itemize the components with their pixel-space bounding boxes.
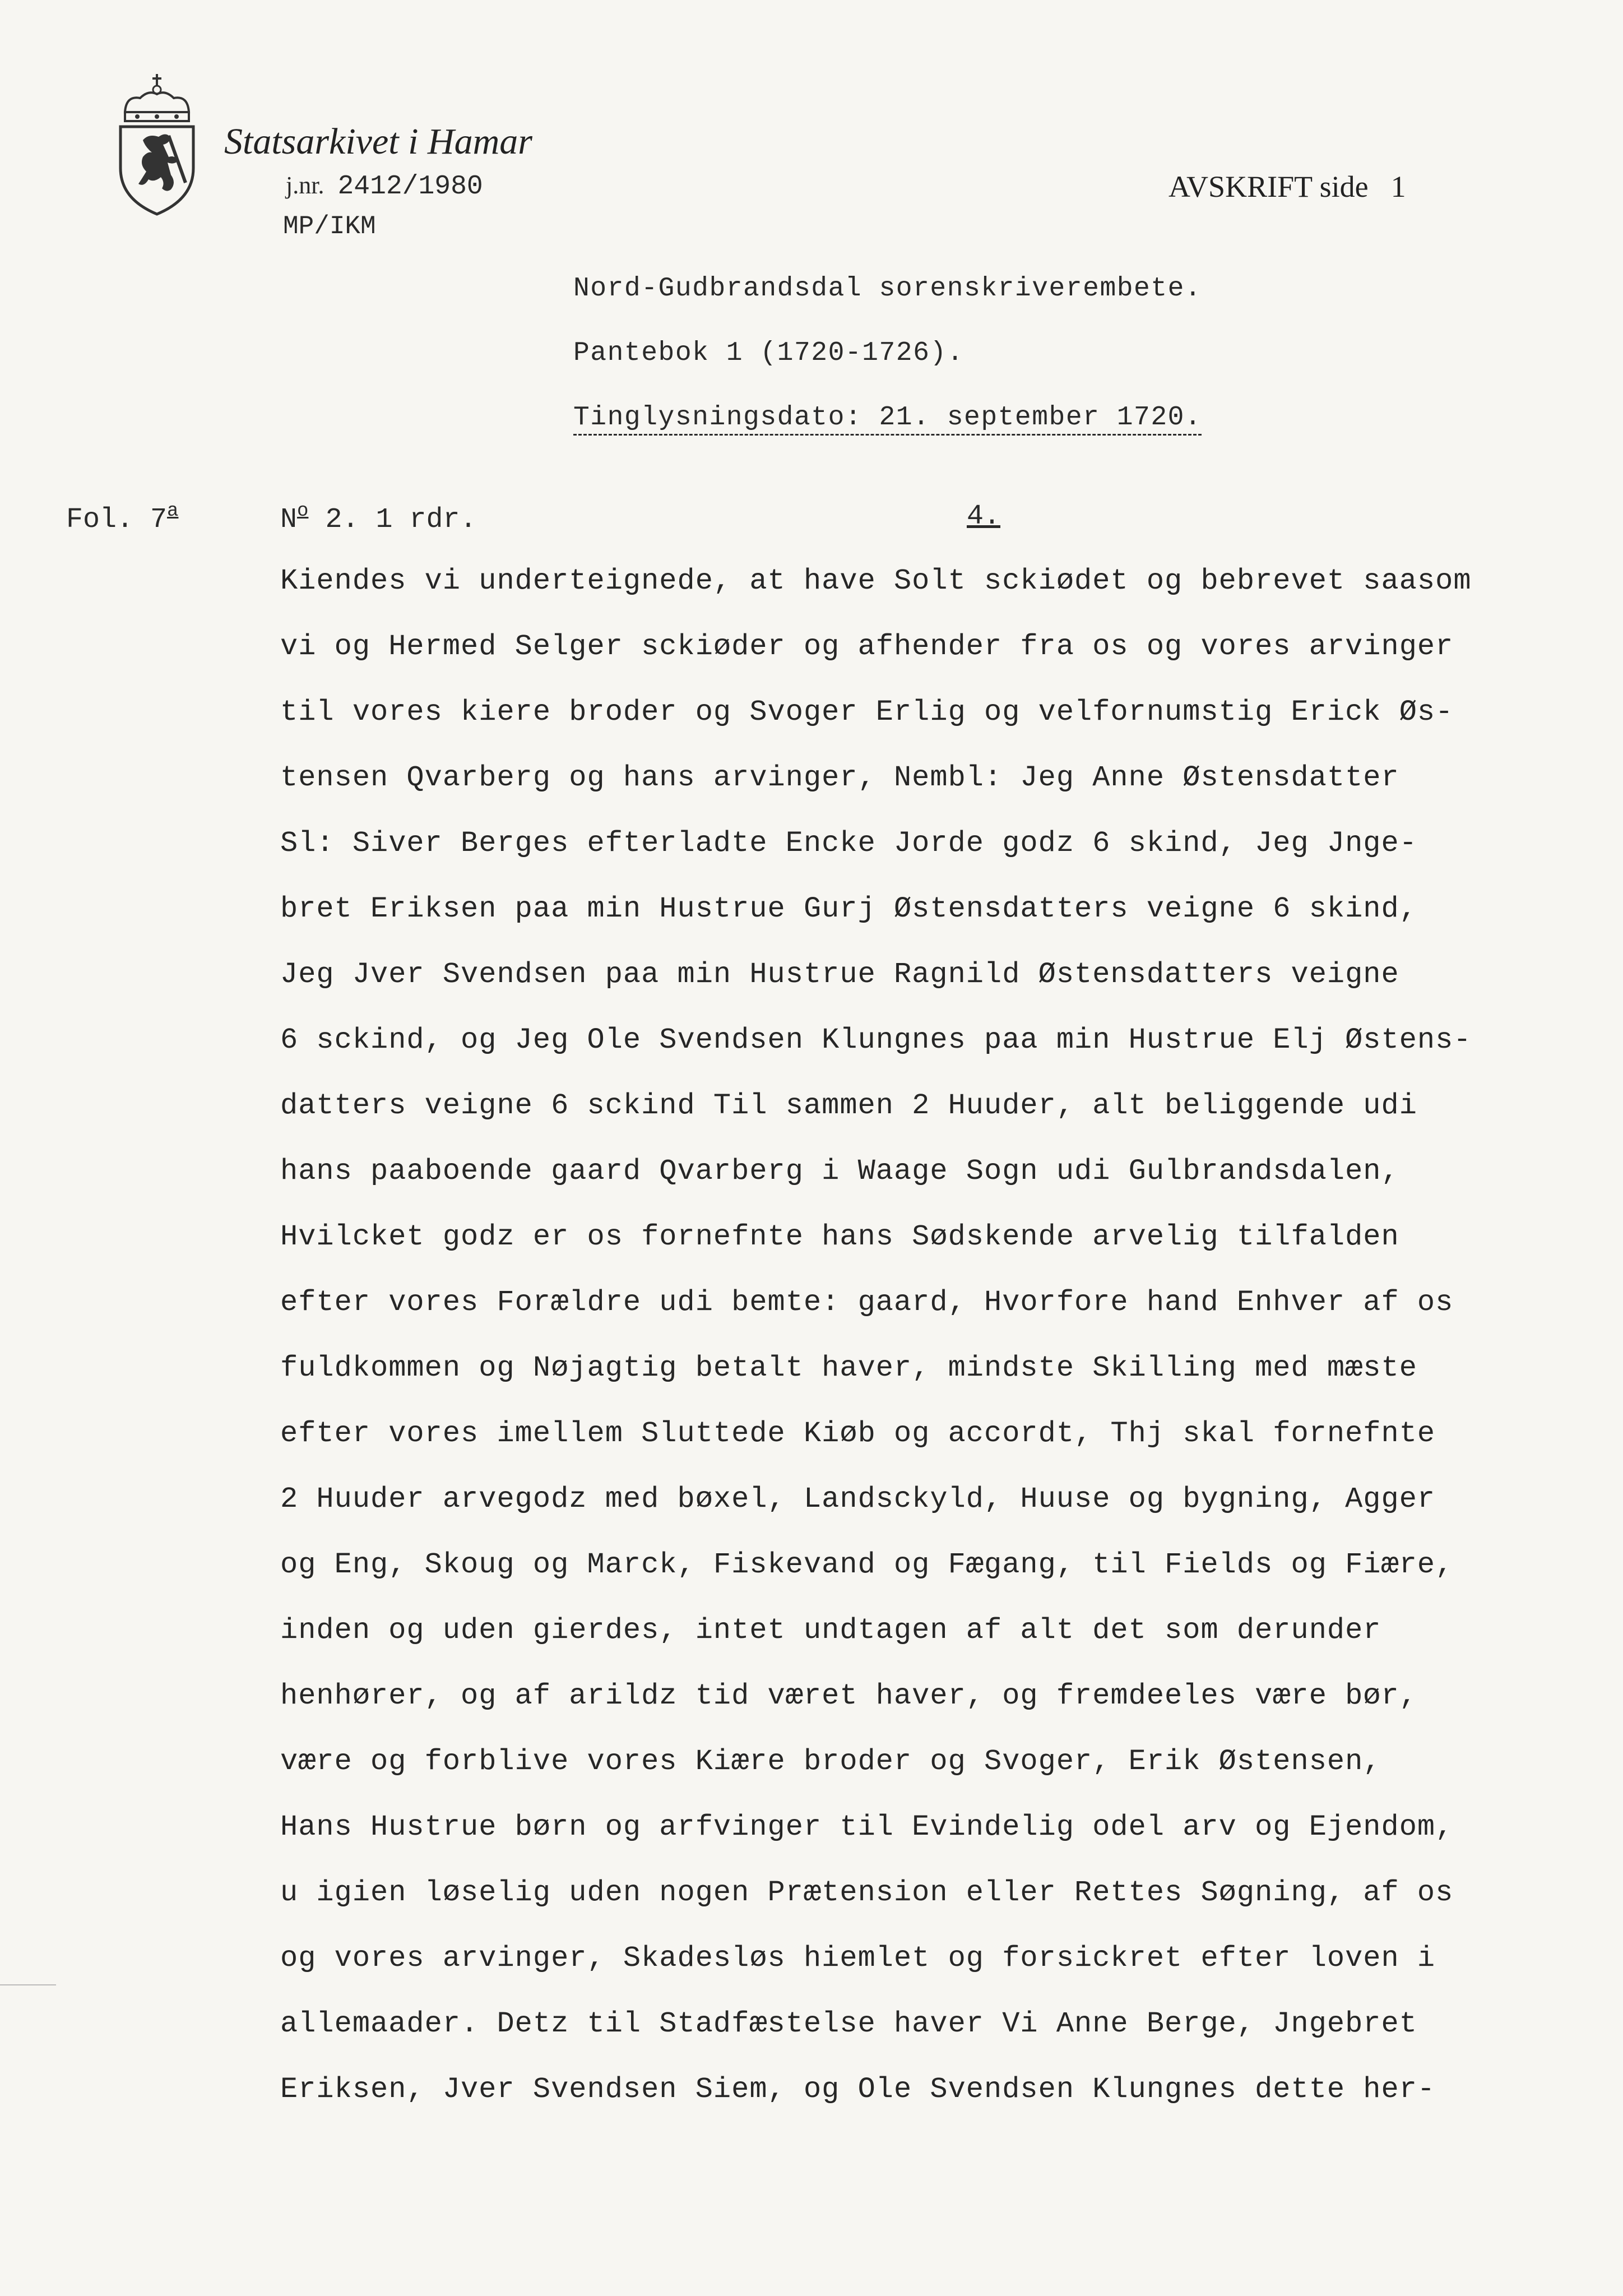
- text-line: tensen Qvarberg og hans arvinger, Nembl: Jeg Anne Østensdatter: [280, 761, 1399, 794]
- text-line: Jeg Jver Svendsen paa min Hustrue Ragnild Østensdatters veigne: [280, 958, 1399, 991]
- book-heading: Pantebok 1 (1720-1726).: [573, 338, 964, 368]
- folio-label: Fol. 7: [66, 504, 168, 536]
- text-line: henhører, og af arildz tid været haver, og fremdeeles være bør,: [280, 1679, 1417, 1712]
- text-line: u igien løselig uden nogen Prætension eller Rettes Søgning, af os: [280, 1876, 1454, 1909]
- text-line: bret Eriksen paa min Hustrue Gurj Østensdatters veigne 6 skind,: [280, 892, 1417, 925]
- folio-superscript: a: [167, 501, 179, 522]
- journal-number-value: 2412/1980: [337, 172, 483, 202]
- copy-page-label: [1168, 169, 1406, 204]
- clerk-initials: MP/IKM: [283, 212, 376, 241]
- text-line: efter vores Forældre udi bemte: gaard, Hvorfore hand Enhver af os: [280, 1286, 1454, 1319]
- document-number-value: 4.: [967, 501, 1001, 533]
- text-line: Hans Hustrue børn og arfvinger til Evindelig odel arv og Ejendom,: [280, 1811, 1454, 1844]
- text-line: til vores kiere broder og Svoger Erlig og velfornumstig Erick Øs-: [280, 696, 1454, 729]
- text-line: fuldkommen og Nøjagtig betalt haver, mindste Skilling med mæste: [280, 1351, 1417, 1385]
- office-heading: Nord-Gudbrandsdal sorenskriverembete.: [573, 274, 1202, 304]
- text-line: 2 Huuder arvegodz med bøxel, Landsckyld, Huuse og bygning, Agger: [280, 1483, 1436, 1516]
- text-line: efter vores imellem Sluttede Kiøb og accordt, Thj skal fornefnte: [280, 1417, 1436, 1450]
- text-line: Sl: Siver Berges efterladte Encke Jorde godz 6 skind, Jeg Jnge-: [280, 827, 1417, 860]
- journal-number-label: j.nr.: [286, 172, 324, 199]
- copy-label: AVSKRIFT side: [1168, 170, 1369, 203]
- entry-number: [280, 501, 476, 536]
- coat-of-arms-icon: [115, 73, 199, 216]
- text-line: vi og Hermed Selger sckiøder og afhender fra os og vores arvinger: [280, 630, 1454, 663]
- text-line: allemaader. Detz til Stadfæstelse haver Vi Anne Berge, Jngebret: [280, 2007, 1417, 2040]
- margin-mark: [0, 1984, 56, 1985]
- text-line: datters veigne 6 sckind Til sammen 2 Huuder, alt beliggende udi: [280, 1089, 1417, 1122]
- text-line: hans paaboende gaard Qvarberg i Waage Sogn udi Gulbrandsdalen,: [280, 1155, 1399, 1188]
- text-line: inden og uden gierdes, intet undtagen af alt det som derunder: [280, 1614, 1381, 1647]
- text-line: og Eng, Skoug og Marck, Fiskevand og Fægang, til Fields og Fiære,: [280, 1548, 1454, 1581]
- text-line: 6 sckind, og Jeg Ole Svendsen Klungnes paa min Hustrue Elj Østens-: [280, 1024, 1472, 1057]
- journal-number: [286, 171, 483, 202]
- text-line: Kiendes vi underteignede, at have Solt sckiødet og bebrevet saasom: [280, 564, 1472, 598]
- number-value: 2. 1 rdr.: [325, 504, 477, 536]
- archive-name: Statsarkivet i Hamar: [224, 121, 532, 162]
- number-superscript: o: [297, 501, 309, 522]
- text-line: og vores arvinger, Skadesløs hiemlet og forsickret efter loven i: [280, 1942, 1436, 1975]
- number-label: N: [280, 504, 298, 536]
- document-number: [967, 501, 1000, 533]
- deed-text: [280, 565, 1569, 2139]
- registration-date-heading: Tinglysningsdato: 21. september 1720.: [573, 402, 1202, 436]
- text-line: Hvilcket godz er os fornefnte hans Sødskende arvelig tilfalden: [280, 1220, 1399, 1253]
- page-number: 1: [1390, 170, 1406, 203]
- text-line: være og forblive vores Kiære broder og Svoger, Erik Østensen,: [280, 1745, 1381, 1778]
- folio-reference: [66, 501, 178, 536]
- text-line: Eriksen, Jver Svendsen Siem, og Ole Svendsen Klungnes dette her-: [280, 2073, 1436, 2106]
